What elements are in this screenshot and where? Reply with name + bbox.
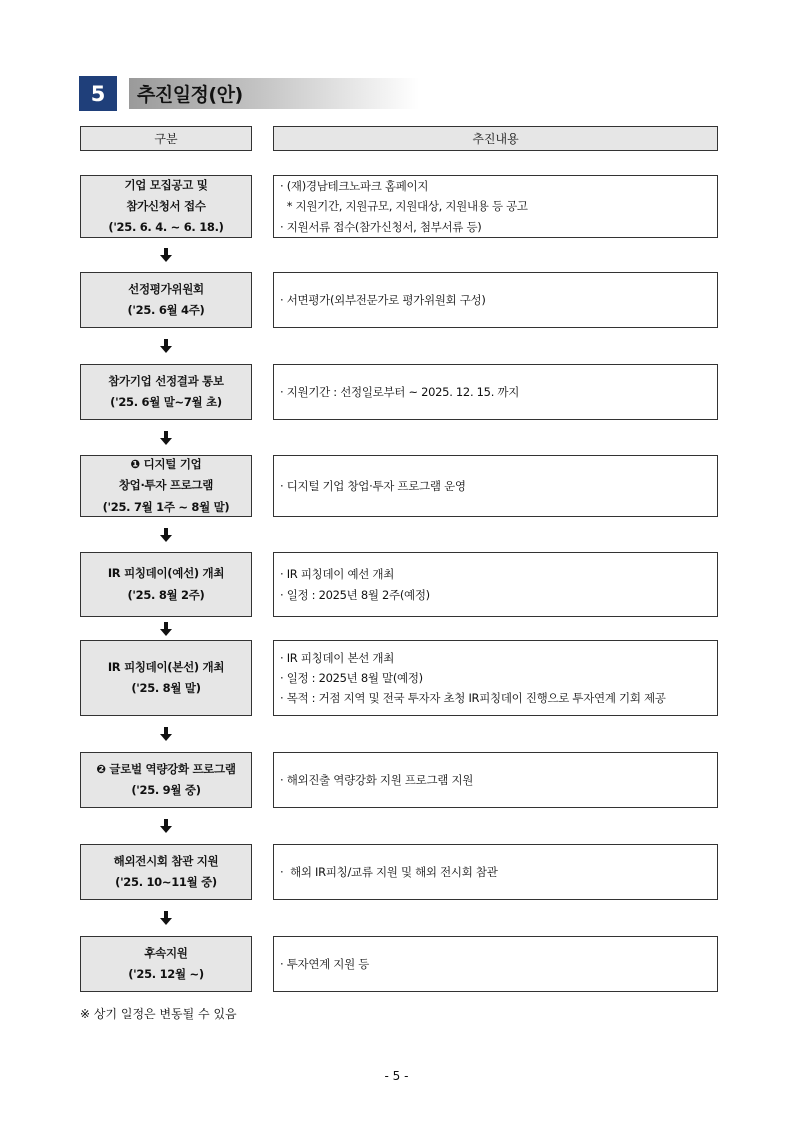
step-label-line: ('25. 6. 4. ~ 6. 18.) (108, 220, 224, 235)
step-content-box (273, 552, 718, 617)
step-label-line: ('25. 12월 ~) (128, 967, 204, 981)
step-label-line: ('25. 8월 2주) (127, 587, 205, 602)
step-label-box (80, 364, 252, 420)
table-header-category: 구분 (80, 126, 252, 151)
step-content-line: · 지원서류 접수(참가신청서, 첨부서류 등) (280, 219, 482, 234)
step-label-line: 참가기업 선정결과 통보 (108, 373, 224, 388)
step-label-line: IR 피칭데이(예선) 개최 (107, 566, 225, 581)
step-label-line: ('25. 8월 말) (131, 681, 201, 695)
table-header-content: 추진내용 (273, 126, 718, 151)
step-content-box (273, 844, 718, 900)
step-label-box (80, 936, 252, 992)
schedule-note: ※ 상기 일정은 변동될 수 있음 (80, 1007, 237, 1021)
step-label-box (80, 752, 252, 808)
step-label-line: ('25. 10~11월 중) (115, 875, 217, 889)
step-content-box (273, 936, 718, 992)
step-content-line: · IR 피칭데이 본선 개최 (280, 650, 395, 665)
page-number: - 5 - (384, 1069, 409, 1083)
step-label-line: 창업·투자 프로그램 (118, 478, 214, 493)
step-content-line: · IR 피칭데이 예선 개최 (280, 567, 395, 582)
step-label-line: 해외전시회 참관 지원 (113, 853, 219, 868)
step-content-box (273, 364, 718, 420)
step-content-line: · 지원기간 : 선정일로부터 ~ 2025. 12. 15. 까지 (280, 384, 520, 399)
step-content-line: · 일정 : 2025년 8월 2주(예정) (280, 587, 430, 602)
step-content-box (273, 640, 718, 716)
step-content-box (273, 175, 718, 238)
step-content-line: · 서면평가(외부전문가로 평가위원회 구성) (280, 292, 486, 307)
step-content-line: · 디지털 기업 창업·투자 프로그램 운영 (280, 478, 466, 493)
step-label-box (80, 640, 252, 716)
step-label-line: ('25. 9월 중) (131, 783, 201, 797)
step-content-box (273, 272, 718, 328)
step-label-line: ❷ 글로벌 역량강화 프로그램 (96, 761, 236, 776)
section-number: 5 (79, 76, 117, 111)
step-label-line: ❶ 디지털 기업 (130, 457, 202, 472)
step-label-box (80, 175, 252, 238)
step-label-line: ('25. 6월 4주) (127, 303, 205, 317)
down-arrow-icon (160, 819, 172, 833)
section-title: 추진일정(안) (129, 78, 419, 109)
step-label-line: 선정평가위원회 (128, 281, 204, 296)
step-label-box (80, 844, 252, 900)
down-arrow-icon (160, 528, 172, 542)
down-arrow-icon (160, 622, 172, 636)
step-content-line: · 투자연계 지원 등 (280, 956, 370, 971)
step-label-line: IR 피칭데이(본선) 개최 (107, 659, 225, 674)
down-arrow-icon (160, 248, 172, 262)
step-content-line: · (재)경남테크노파크 홈페이지 (280, 179, 429, 194)
step-label-box (80, 552, 252, 617)
down-arrow-icon (160, 911, 172, 925)
step-content-line: · 해외 IR피칭/교류 지원 및 해외 전시회 참관 (280, 864, 498, 879)
down-arrow-icon (160, 339, 172, 353)
step-label-box (80, 272, 252, 328)
step-label-line: ('25. 7월 1주 ~ 8월 말) (102, 499, 230, 514)
step-content-box (273, 455, 718, 517)
step-label-line: 기업 모집공고 및 (124, 177, 208, 192)
step-label-line: 참가신청서 접수 (126, 198, 206, 213)
step-content-line: · 해외진출 역량강화 지원 프로그램 지원 (280, 772, 474, 787)
step-content-line: * 지원기간, 지원규모, 지원대상, 지원내용 등 공고 (280, 199, 528, 214)
step-content-line: · 일정 : 2025년 8월 말(예정) (280, 670, 423, 685)
step-label-box (80, 455, 252, 517)
step-label-line: ('25. 6월 말~7월 초) (110, 395, 222, 409)
step-label-line: 후속지원 (144, 945, 188, 960)
step-content-box (273, 752, 718, 808)
down-arrow-icon (160, 431, 172, 445)
down-arrow-icon (160, 727, 172, 741)
step-content-line: · 목적 : 거점 지역 및 전국 투자자 초청 IR피칭데이 진행으로 투자연계 기회 제공 (280, 691, 666, 706)
